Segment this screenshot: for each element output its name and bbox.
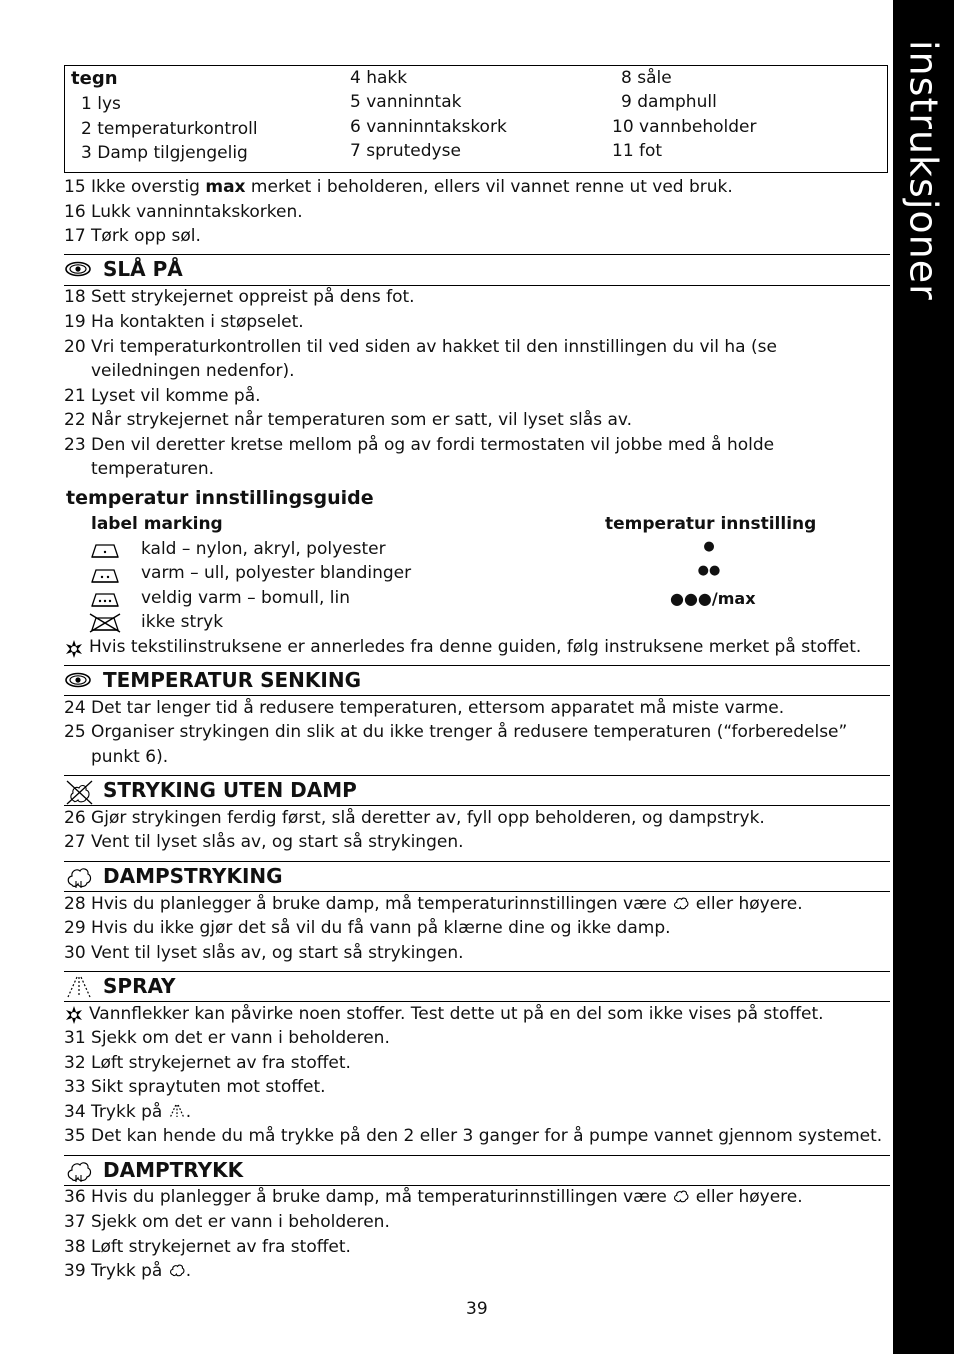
steam-icon <box>64 1159 94 1181</box>
legend-item: 8 såle <box>621 68 672 88</box>
section-heading-damptrykk: DAMPTRYKK <box>64 1158 243 1182</box>
step-38: 38 Løft strykejernet av fra stoffet. <box>64 1237 351 1257</box>
step-34: 34 Trykk på . <box>64 1102 191 1125</box>
guide-col-label: label marking <box>91 514 223 534</box>
iron-two-dots-icon <box>90 566 120 589</box>
legend-item: 3 Damp tilgjengelig <box>81 143 248 163</box>
guide-note: Hvis tekstilinstruksene er annerledes fra denne guiden, følg instruksene merket på stoffet. <box>89 637 862 657</box>
guide-title: temperatur innstillingsguide <box>66 487 374 509</box>
divider <box>64 285 890 286</box>
legend-item: 7 sprutedyse <box>350 141 461 161</box>
step-33: 33 Sikt spraytuten mot stoffet. <box>64 1077 326 1097</box>
divider <box>64 695 890 696</box>
section-heading-temperatur-senking: TEMPERATUR SENKING <box>64 668 361 692</box>
section-heading-spray: SPRAY <box>64 974 176 998</box>
legend-item: 11 fot <box>612 141 663 161</box>
section-heading-stryking-uten-damp: STRYKING UTEN DAMP <box>64 778 357 802</box>
steam-icon <box>64 865 94 887</box>
steam-icon <box>672 894 690 917</box>
eye-icon <box>64 258 94 280</box>
step-39: 39 Trykk på . <box>64 1261 191 1284</box>
step-25: 25 Organiser strykingen din slik at du ikke trenger å redusere temperaturen (“forberedelse” <box>64 722 848 742</box>
divider <box>64 971 890 972</box>
guide-row-value: ● <box>703 539 715 554</box>
step-32: 32 Løft strykejernet av fra stoffet. <box>64 1053 351 1073</box>
legend-item: 9 damphull <box>621 92 717 112</box>
legend-item: 10 vannbeholder <box>612 117 757 137</box>
warning-star-icon <box>65 1006 83 1029</box>
step-29: 29 Hvis du ikke gjør det så vil du få vann på klærne dine og ikke damp. <box>64 918 671 938</box>
section-heading-sla-pa: SLÅ PÅ <box>64 257 183 281</box>
sidebar-title: instruksjoner <box>901 40 946 301</box>
sidebar-tab <box>893 0 954 1354</box>
eye-icon <box>64 669 94 691</box>
guide-row-text: varm – ull, polyester blandinger <box>141 563 412 583</box>
iron-one-dot-icon <box>90 541 120 564</box>
legend-item: 6 vanninntakskork <box>350 117 507 137</box>
step-20: 20 Vri temperaturkontrollen til ved siden av hakket til den innstillingen du vil ha (se <box>64 337 777 357</box>
legend-item: 4 hakk <box>350 68 408 88</box>
divider <box>64 1155 890 1156</box>
step-35: 35 Det kan hende du må trykke på den 2 eller 3 ganger for å pumpe vannet gjennom systemet. <box>64 1126 883 1146</box>
step-17: 17 Tørk opp søl. <box>64 226 201 246</box>
warning-star-icon <box>65 640 83 663</box>
step-19: 19 Ha kontakten i støpselet. <box>64 312 304 332</box>
page-number: 39 <box>466 1299 488 1319</box>
step-23: 23 Den vil deretter kretse mellom på og av fordi termostaten vil jobbe med å holde <box>64 435 775 455</box>
steam-icon <box>672 1187 690 1210</box>
legend-item: 1 lys <box>81 94 121 114</box>
divider <box>64 665 890 666</box>
no-steam-icon <box>64 779 94 801</box>
step-28: 28 Hvis du planlegger å bruke damp, må temperaturinnstillingen være eller høyere. <box>64 894 803 917</box>
spray-icon <box>64 975 94 997</box>
step-30: 30 Vent til lyset slås av, og start så strykingen. <box>64 943 464 963</box>
step-37: 37 Sjekk om det er vann i beholderen. <box>64 1212 390 1232</box>
iron-three-dots-icon <box>90 590 120 613</box>
step-15: 15 Ikke overstig max merket i beholderen, ellers vil vannet renne ut ved bruk. <box>64 177 733 197</box>
divider <box>64 805 890 806</box>
divider <box>64 891 890 892</box>
spray-icon <box>168 1102 186 1125</box>
step-21: 21 Lyset vil komme på. <box>64 386 261 406</box>
divider <box>64 254 890 255</box>
step-22: 22 Når strykejernet når temperaturen som er satt, vil lyset slås av. <box>64 410 633 430</box>
step-18: 18 Sett strykejernet oppreist på dens fot. <box>64 287 415 307</box>
do-not-iron-icon <box>88 613 122 638</box>
steam-icon <box>168 1261 186 1284</box>
step-25-cont: punkt 6). <box>91 747 169 767</box>
guide-row-text: veldig varm – bomull, lin <box>141 588 350 608</box>
section-heading-dampstryking: DAMPSTRYKING <box>64 864 283 888</box>
guide-row-value: ●●●/max <box>670 589 756 608</box>
step-27: 27 Vent til lyset slås av, og start så strykingen. <box>64 832 464 852</box>
legend-item: 2 temperaturkontroll <box>81 119 258 139</box>
step-23-cont: temperaturen. <box>91 459 215 479</box>
divider <box>64 775 890 776</box>
guide-row-value: ●● <box>697 563 721 578</box>
legend-title: tegn <box>71 68 118 89</box>
step-26: 26 Gjør strykingen ferdig først, slå deretter av, fyll opp beholderen, og dampstryk. <box>64 808 765 828</box>
step-31: 31 Sjekk om det er vann i beholderen. <box>64 1028 390 1048</box>
divider <box>64 861 890 862</box>
spray-note: Vannflekker kan påvirke noen stoffer. Test dette ut på en del som ikke vises på stoffet. <box>89 1004 824 1024</box>
step-36: 36 Hvis du planlegger å bruke damp, må temperaturinnstillingen være eller høyere. <box>64 1187 803 1210</box>
divider <box>64 1001 890 1002</box>
step-24: 24 Det tar lenger tid å redusere temperaturen, ettersom apparatet må miste varme. <box>64 698 785 718</box>
guide-col-temp: temperatur innstilling <box>605 514 817 534</box>
step-16: 16 Lukk vanninntakskorken. <box>64 202 303 222</box>
guide-row-text: kald – nylon, akryl, polyester <box>141 539 386 559</box>
divider <box>64 1185 890 1186</box>
guide-row-text: ikke stryk <box>141 612 224 632</box>
legend-item: 5 vanninntak <box>350 92 462 112</box>
step-20-cont: veiledningen nedenfor). <box>91 361 295 381</box>
